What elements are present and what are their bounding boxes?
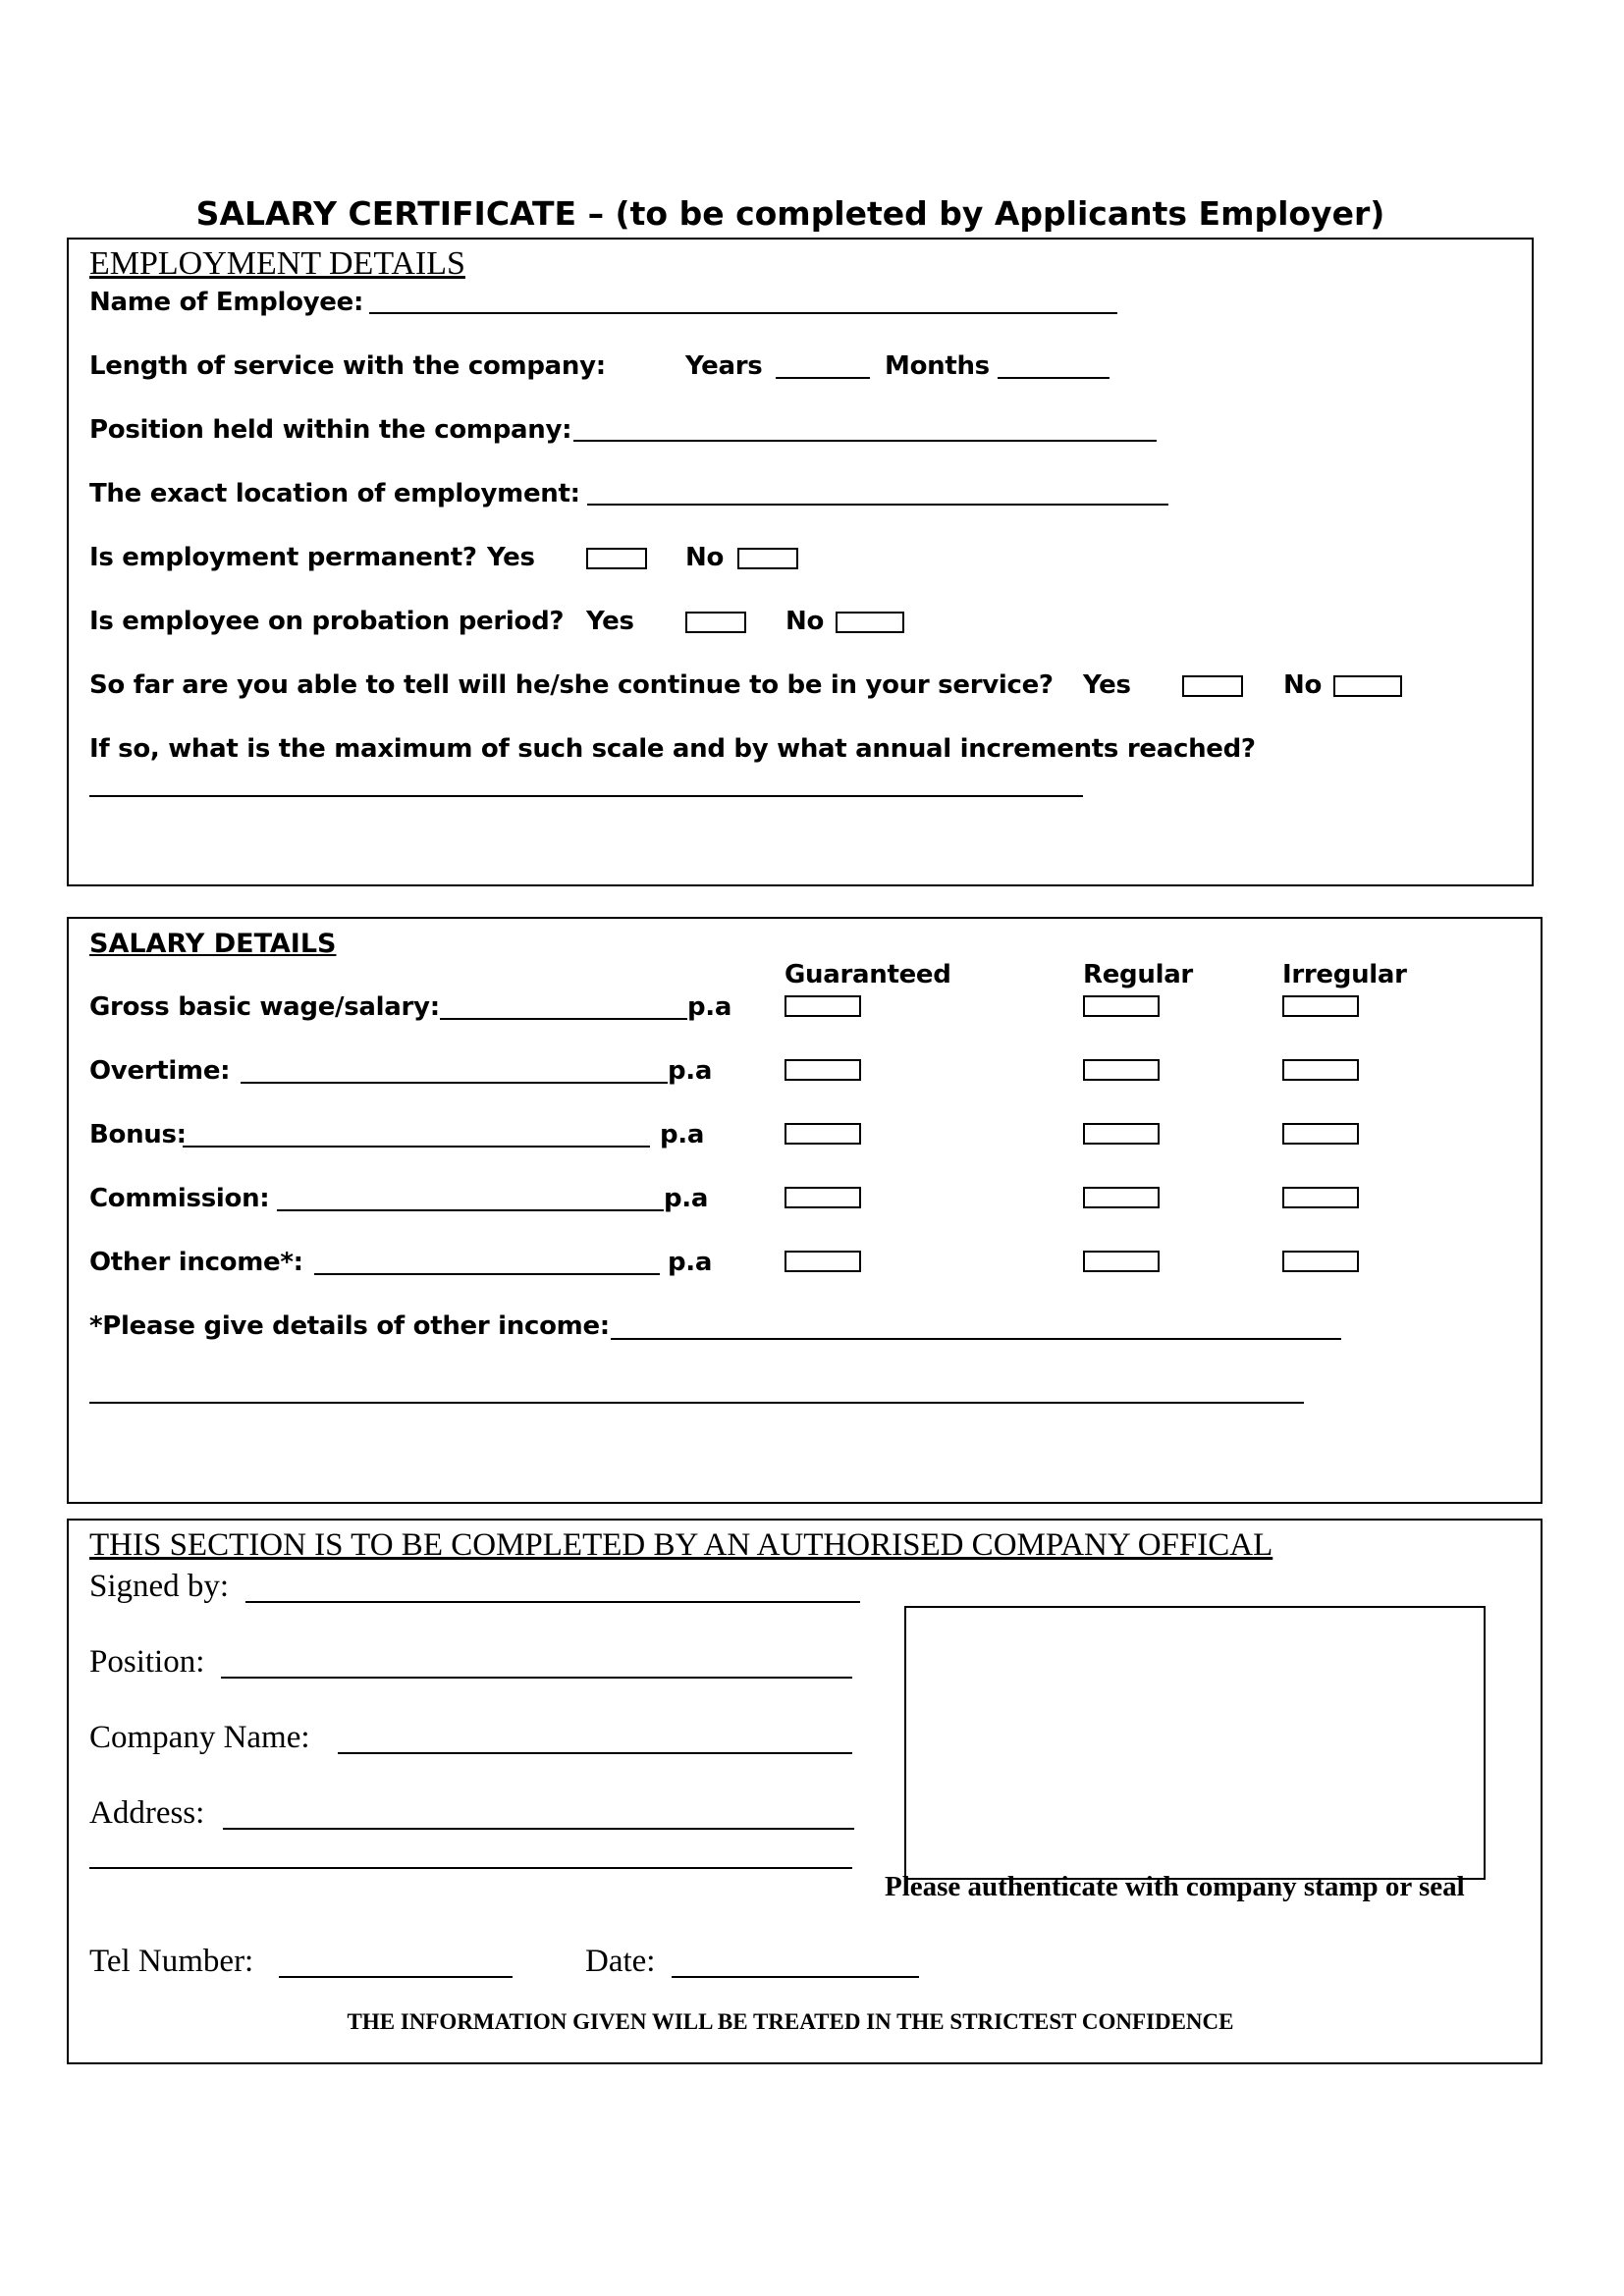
continue-yes-label: Yes <box>1083 670 1131 700</box>
continue-service-label: So far are you able to tell will he/she continue to be in your service? <box>89 670 1054 700</box>
commission-suffix: p.a <box>664 1184 709 1213</box>
scale-field[interactable] <box>89 795 1083 797</box>
overtime-field[interactable] <box>241 1082 668 1084</box>
position-label: Position held within the company: <box>89 415 572 445</box>
other-income-suffix: p.a <box>668 1248 713 1277</box>
other-income-details-field[interactable] <box>611 1338 1341 1340</box>
commission-label: Commission: <box>89 1184 270 1213</box>
permanent-no-label: No <box>685 543 725 572</box>
other-regular-checkbox[interactable] <box>1083 1251 1160 1272</box>
official-heading: THIS SECTION IS TO BE COMPLETED BY AN AUTHORISED COMPANY OFFICAL <box>89 1527 1273 1563</box>
date-label: Date: <box>585 1944 656 1979</box>
gross-salary-field[interactable] <box>440 1018 687 1020</box>
years-field[interactable] <box>776 377 870 379</box>
probation-label: Is employee on probation period? <box>89 607 565 636</box>
company-name-field[interactable] <box>338 1752 852 1754</box>
overtime-irregular-checkbox[interactable] <box>1282 1059 1359 1081</box>
official-position-label: Position: <box>89 1644 205 1680</box>
tel-number-label: Tel Number: <box>89 1944 254 1979</box>
continue-no-checkbox[interactable] <box>1333 675 1402 697</box>
commission-regular-checkbox[interactable] <box>1083 1187 1160 1208</box>
gross-regular-checkbox[interactable] <box>1083 995 1160 1017</box>
months-field[interactable] <box>998 377 1110 379</box>
months-label: Months <box>885 351 990 381</box>
permanent-no-checkbox[interactable] <box>737 548 798 569</box>
location-label: The exact location of employment: <box>89 479 580 508</box>
address-field-2[interactable] <box>89 1867 852 1869</box>
other-guaranteed-checkbox[interactable] <box>785 1251 861 1272</box>
other-income-details-label: *Please give details of other income: <box>89 1311 610 1341</box>
probation-yes-label: Yes <box>586 607 634 636</box>
other-irregular-checkbox[interactable] <box>1282 1251 1359 1272</box>
commission-field[interactable] <box>277 1209 664 1211</box>
continue-yes-checkbox[interactable] <box>1182 675 1243 697</box>
salary-heading: SALARY DETAILS <box>89 929 337 959</box>
location-field[interactable] <box>587 504 1168 506</box>
continue-no-label: No <box>1283 670 1323 700</box>
bonus-field[interactable] <box>183 1146 650 1148</box>
probation-no-checkbox[interactable] <box>836 612 904 633</box>
column-header-irregular: Irregular <box>1282 960 1407 989</box>
scale-label: If so, what is the maximum of such scale and by what annual increments reached? <box>89 734 1256 764</box>
bonus-regular-checkbox[interactable] <box>1083 1123 1160 1145</box>
company-stamp-box[interactable] <box>904 1606 1486 1880</box>
gross-irregular-checkbox[interactable] <box>1282 995 1359 1017</box>
other-income-field[interactable] <box>314 1273 660 1275</box>
address-label: Address: <box>89 1795 205 1831</box>
address-field[interactable] <box>223 1828 854 1830</box>
overtime-suffix: p.a <box>668 1056 713 1086</box>
bonus-irregular-checkbox[interactable] <box>1282 1123 1359 1145</box>
column-header-guaranteed: Guaranteed <box>785 960 951 989</box>
employee-name-label: Name of Employee: <box>89 288 364 317</box>
permanent-yes-checkbox[interactable] <box>586 548 647 569</box>
position-field[interactable] <box>573 440 1157 442</box>
permanent-label: Is employment permanent? <box>89 543 477 572</box>
page-title: SALARY CERTIFICATE – (to be completed by Applicants Employer) <box>195 194 1385 233</box>
bonus-guaranteed-checkbox[interactable] <box>785 1123 861 1145</box>
company-name-label: Company Name: <box>89 1720 310 1755</box>
bonus-label: Bonus: <box>89 1120 187 1149</box>
date-field[interactable] <box>672 1976 919 1978</box>
confidentiality-notice: THE INFORMATION GIVEN WILL BE TREATED IN THE STRICTEST CONFIDENCE <box>347 2009 1234 2034</box>
gross-salary-label: Gross basic wage/salary: <box>89 992 440 1022</box>
gross-salary-suffix: p.a <box>687 992 732 1022</box>
other-income-label: Other income*: <box>89 1248 303 1277</box>
probation-no-label: No <box>785 607 825 636</box>
gross-guaranteed-checkbox[interactable] <box>785 995 861 1017</box>
stamp-caption: Please authenticate with company stamp or seal <box>885 1871 1465 1902</box>
official-position-field[interactable] <box>221 1677 852 1679</box>
signed-by-label: Signed by: <box>89 1569 230 1604</box>
overtime-label: Overtime: <box>89 1056 231 1086</box>
years-label: Years <box>685 351 763 381</box>
employee-name-field[interactable] <box>369 312 1117 314</box>
overtime-regular-checkbox[interactable] <box>1083 1059 1160 1081</box>
tel-number-field[interactable] <box>279 1976 513 1978</box>
commission-guaranteed-checkbox[interactable] <box>785 1187 861 1208</box>
commission-irregular-checkbox[interactable] <box>1282 1187 1359 1208</box>
column-header-regular: Regular <box>1083 960 1193 989</box>
bonus-suffix: p.a <box>660 1120 705 1149</box>
length-of-service-label: Length of service with the company: <box>89 351 606 381</box>
employment-heading: EMPLOYMENT DETAILS <box>89 245 465 282</box>
signed-by-field[interactable] <box>245 1601 860 1603</box>
overtime-guaranteed-checkbox[interactable] <box>785 1059 861 1081</box>
probation-yes-checkbox[interactable] <box>685 612 746 633</box>
other-income-details-field-2[interactable] <box>89 1402 1304 1404</box>
permanent-yes-label: Yes <box>487 543 535 572</box>
